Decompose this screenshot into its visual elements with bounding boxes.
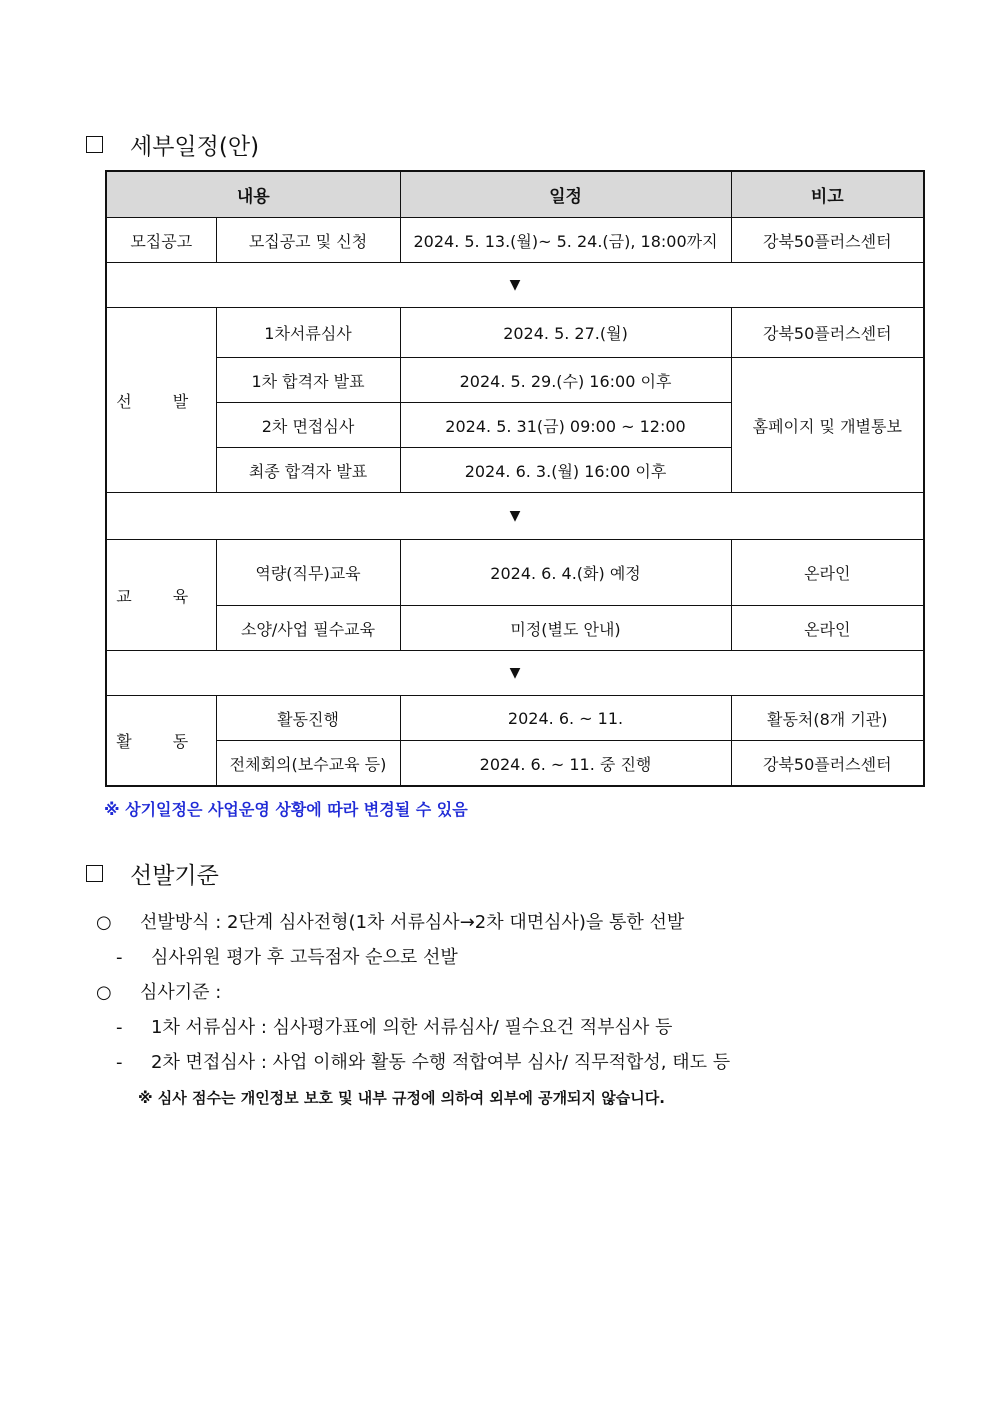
item-cell: 활동진행 — [216, 696, 400, 741]
item-cell: 1차서류심사 — [216, 308, 400, 358]
table-row — [106, 358, 924, 403]
note-cell: 강북50플러스센터 — [731, 741, 924, 787]
header-schedule: 일정 — [400, 171, 731, 218]
criteria-method-sub — [116, 943, 458, 969]
category-activity: 활 동 — [106, 696, 216, 787]
schedule-table — [105, 170, 925, 787]
table-row — [106, 308, 924, 358]
checkbox-icon — [86, 136, 103, 153]
date-cell: 2024. 5. 13.(월)~ 5. 24.(금), 18:00까지 — [400, 218, 731, 263]
note-cell: 강북50플러스센터 — [731, 308, 924, 358]
date-cell: 2024. 5. 31(금) 09:00 ~ 12:00 — [400, 403, 731, 448]
section-title: 선발기준 — [130, 863, 219, 889]
table-row — [106, 218, 924, 263]
circle-bullet-icon: ○ — [96, 912, 112, 933]
note-cell: 온라인 — [731, 606, 924, 651]
circle-bullet-icon: ○ — [96, 982, 112, 1003]
table-row — [106, 606, 924, 651]
dash-bullet: - — [116, 1052, 123, 1073]
header-content: 내용 — [106, 171, 400, 218]
down-arrow-icon: ▼ — [106, 263, 924, 308]
category-recruit: 모집공고 — [106, 218, 216, 263]
item-cell: 소양/사업 필수교육 — [216, 606, 400, 651]
arrow-row — [106, 263, 924, 308]
category-education: 교 육 — [106, 540, 216, 651]
date-cell: 미정(별도 안내) — [400, 606, 731, 651]
header-remarks: 비고 — [731, 171, 924, 218]
category-selection: 선 발 — [106, 308, 216, 493]
criteria-method — [96, 908, 684, 934]
privacy-note: ※ 심사 점수는 개인정보 보호 및 내부 규정에 의하여 외부에 공개되지 않습니다. — [138, 1089, 665, 1107]
item-cell: 전체회의(보수교육 등) — [216, 741, 400, 787]
criteria-standard-text: 심사기준 : — [140, 982, 222, 1003]
down-arrow-icon: ▼ — [106, 493, 924, 540]
arrow-row — [106, 493, 924, 540]
table-row — [106, 540, 924, 606]
date-cell: 2024. 6. ~ 11. — [400, 696, 731, 741]
date-cell: 2024. 5. 29.(수) 16:00 이후 — [400, 358, 731, 403]
item-cell: 역량(직무)교육 — [216, 540, 400, 606]
criteria-method-sub-text: 심사위원 평가 후 고득점자 순으로 선발 — [151, 947, 458, 968]
criteria-standard — [96, 978, 221, 1004]
date-cell: 2024. 6. 3.(월) 16:00 이후 — [400, 448, 731, 493]
dash-bullet: - — [116, 1017, 123, 1038]
criteria-standard-sub1-text: 1차 서류심사 : 심사평가표에 의한 서류심사/ 필수요건 적부심사 등 — [151, 1017, 673, 1038]
section-heading-criteria — [86, 857, 219, 890]
criteria-method-text: 선발방식 : 2단계 심사전형(1차 서류심사→2차 대면심사)을 통한 선발 — [140, 912, 685, 933]
item-cell: 1차 합격자 발표 — [216, 358, 400, 403]
criteria-standard-sub2-text: 2차 면접심사 : 사업 이해와 활동 수행 적합여부 심사/ 직무적합성, 태도 등 — [151, 1052, 731, 1073]
item-cell: 최종 합격자 발표 — [216, 448, 400, 493]
table-row — [106, 741, 924, 787]
criteria-standard-sub1 — [116, 1013, 672, 1039]
dash-bullet: - — [116, 947, 123, 968]
date-cell: 2024. 6. 4.(화) 예정 — [400, 540, 731, 606]
note-cell: 활동처(8개 기관) — [731, 696, 924, 741]
arrow-row — [106, 651, 924, 696]
date-cell: 2024. 5. 27.(월) — [400, 308, 731, 358]
section-title: 세부일정(안) — [130, 134, 260, 160]
item-cell: 2차 면접심사 — [216, 403, 400, 448]
schedule-change-note: ※ 상기일정은 사업운영 상황에 따라 변경될 수 있음 — [104, 800, 468, 819]
table-header-row — [106, 171, 924, 218]
note-cell: 온라인 — [731, 540, 924, 606]
table-row — [106, 696, 924, 741]
down-arrow-icon: ▼ — [106, 651, 924, 696]
note-cell: 강북50플러스센터 — [731, 218, 924, 263]
checkbox-icon — [86, 865, 103, 882]
item-cell: 모집공고 및 신청 — [216, 218, 400, 263]
criteria-standard-sub2 — [116, 1048, 730, 1074]
note-cell-merged: 홈페이지 및 개별통보 — [731, 358, 924, 493]
date-cell: 2024. 6. ~ 11. 중 진행 — [400, 741, 731, 787]
section-heading-schedule — [86, 128, 259, 161]
